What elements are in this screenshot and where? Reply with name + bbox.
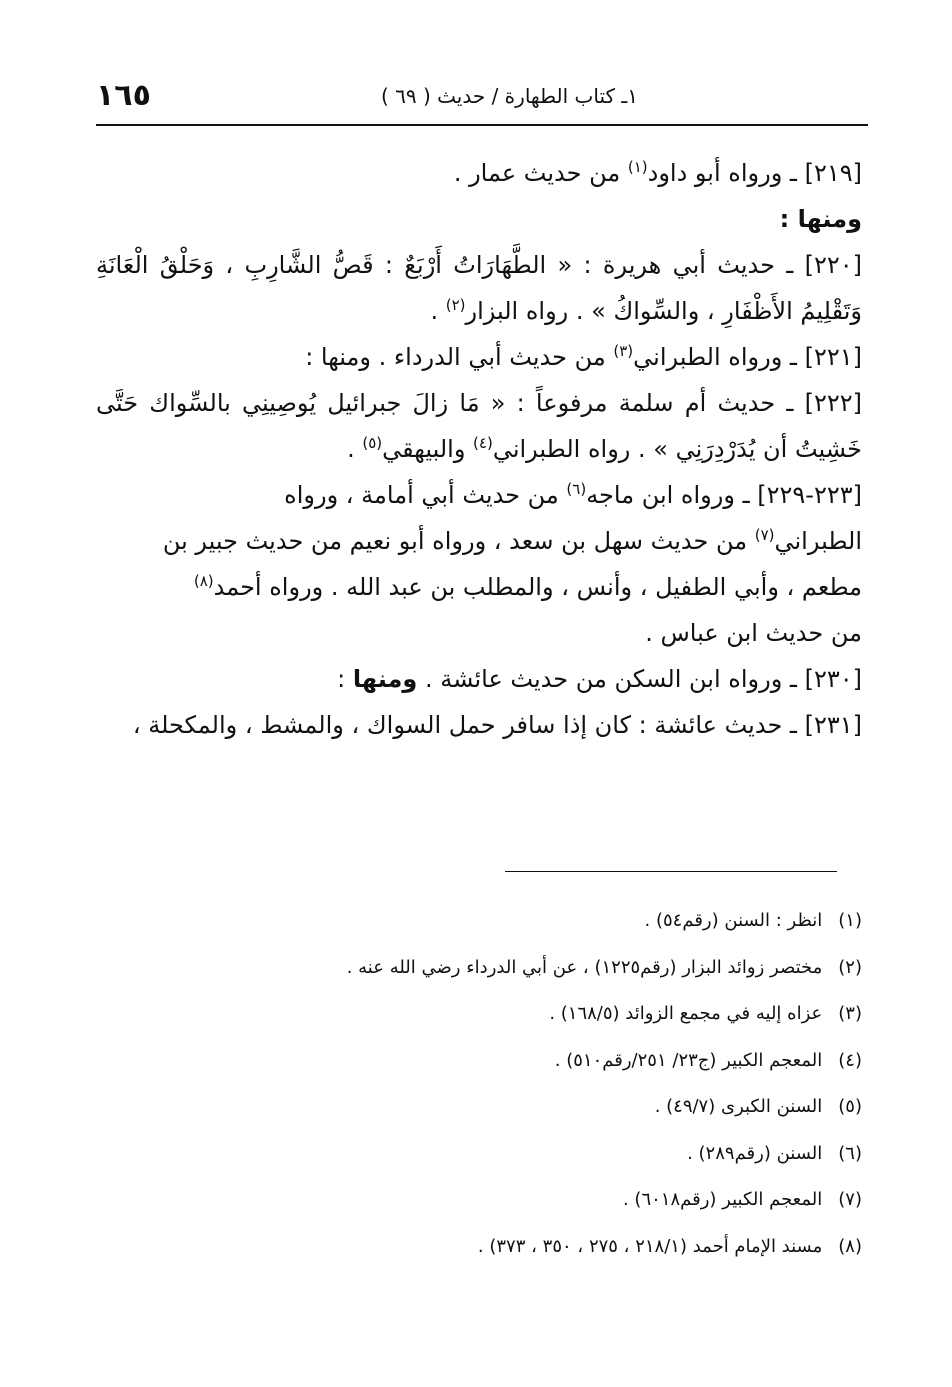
footnote	[96, 945, 862, 992]
footnote-text: عزاه إليه في مجمع الزوائد (١٦٨/٥) .	[549, 1003, 823, 1024]
text-line: مطعم ، وأبي الطفيل ، وأنس ، والمطلب بن عبد الله . ورواه أحمد$^{(٨)}$	[193, 572, 862, 601]
section-heading: ومنها :	[779, 205, 862, 233]
footnote	[96, 991, 862, 1038]
footnote-number: (٣)	[838, 1003, 862, 1024]
footnote-ref: (٥)	[362, 434, 383, 452]
footnote-text: انظر : السنن (رقم٥٤) .	[644, 910, 823, 931]
footnote-number: (١)	[838, 910, 862, 931]
footnote-text: السنن (رقم٢٨٩) .	[687, 1142, 823, 1164]
footnote-text: السنن الكبرى (٤٩/٧) .	[654, 1096, 823, 1117]
footnote-separator	[505, 871, 837, 872]
footnote-text: المعجم الكبير (ج٢٣/ ٢٥١/رقم٥١٠) .	[554, 1049, 823, 1071]
text-line: [٢١٩] ـ ورواه أبو داود$^{(١)}$ من حديث عمار .	[453, 158, 862, 187]
footnotes	[96, 898, 862, 1270]
footnote-number: (٢)	[838, 956, 862, 978]
text-line: [٢٣١] ـ حديث عائشة : كان إذا سافر حمل السواك ، والمشط ، والمكحلة ،	[132, 711, 862, 739]
footnote-text: المعجم الكبير (رقم٦٠١٨) .	[622, 1189, 823, 1210]
text-line: [٢٢٣-٢٢٩] ـ ورواه ابن ماجه$^{(٦)}$ من حديث أبي أمامة ، ورواه	[284, 480, 862, 509]
footnote	[96, 898, 862, 945]
text-line: الطبراني$^{(٧)}$ من حديث سهل بن سعد ، ورواه أبو نعيم من حديث جبير بن	[162, 526, 862, 555]
text-line: خَشِيتُ أن يُدَرْدِرَنِي » . رواه الطبراني$^{(٤)}$ والبيهقي$^{(٥)}$ .	[347, 434, 862, 463]
running-head: ١ـ كتاب الطهارة / حديث ( ٦٩ )	[380, 84, 638, 108]
footnote	[96, 1084, 862, 1131]
text-line: [٢٢٠] ـ حديث أبي هريرة : « الطَّهَارَاتُ أَرْبَعٌ : قَصُّ الشَّارِبِ ، وَحَلْقُ الْعَانَةِ	[96, 251, 862, 279]
header-rule	[96, 124, 868, 126]
footnote-ref: (٧)	[754, 526, 775, 544]
footnote-number: (٦)	[838, 1142, 862, 1164]
page-number: ١٦٥	[96, 78, 151, 113]
footnote-ref: (٣)	[613, 342, 634, 360]
footnote-ref: (١)	[627, 158, 648, 176]
footnote	[96, 1038, 862, 1085]
main-text	[96, 150, 862, 748]
text-line: وَتَقْلِيمُ الأَظْفَارِ ، والسِّواكُ » . رواه البزار$^{(٢)}$ .	[430, 296, 862, 325]
footnote-text: مختصر زوائد البزار (رقم١٢٢٥) ، عن أبي الدرداء رضي الله عنه .	[346, 956, 823, 978]
footnote-number: (٤)	[838, 1049, 862, 1071]
footnote-number: (٧)	[838, 1189, 862, 1210]
text-line: [٢٣٠] ـ ورواه ابن السكن من حديث عائشة . ومنها :	[337, 665, 862, 693]
footnote	[96, 1131, 862, 1178]
footnote-ref: (٤)	[473, 434, 493, 452]
footnote	[96, 1224, 862, 1271]
page-header	[96, 78, 868, 118]
text-line: من حديث ابن عباس .	[645, 619, 862, 647]
footnote-number: (٨)	[838, 1235, 862, 1257]
text-line: [٢٢١] ـ ورواه الطبراني$^{(٣)}$ من حديث أبي الدرداء . ومنها :	[305, 342, 862, 371]
footnote	[96, 1177, 862, 1224]
text-line: [٢٢٢] ـ حديث أم سلمة مرفوعاً : « مَا زالَ جبرائيل يُوصِينِي بالسِّواك حَتَّى	[96, 389, 862, 417]
footnote-ref: (٨)	[193, 572, 214, 590]
footnote-ref: (٢)	[445, 296, 466, 314]
footnote-text: مسند الإمام أحمد (٢١٨/١ ، ٢٧٥ ، ٣٥٠ ، ٣٧٣) .	[477, 1235, 823, 1257]
footnote-number: (٥)	[838, 1096, 862, 1117]
bold-phrase: ومنها	[352, 665, 418, 693]
footnote-ref: (٦)	[566, 480, 587, 498]
